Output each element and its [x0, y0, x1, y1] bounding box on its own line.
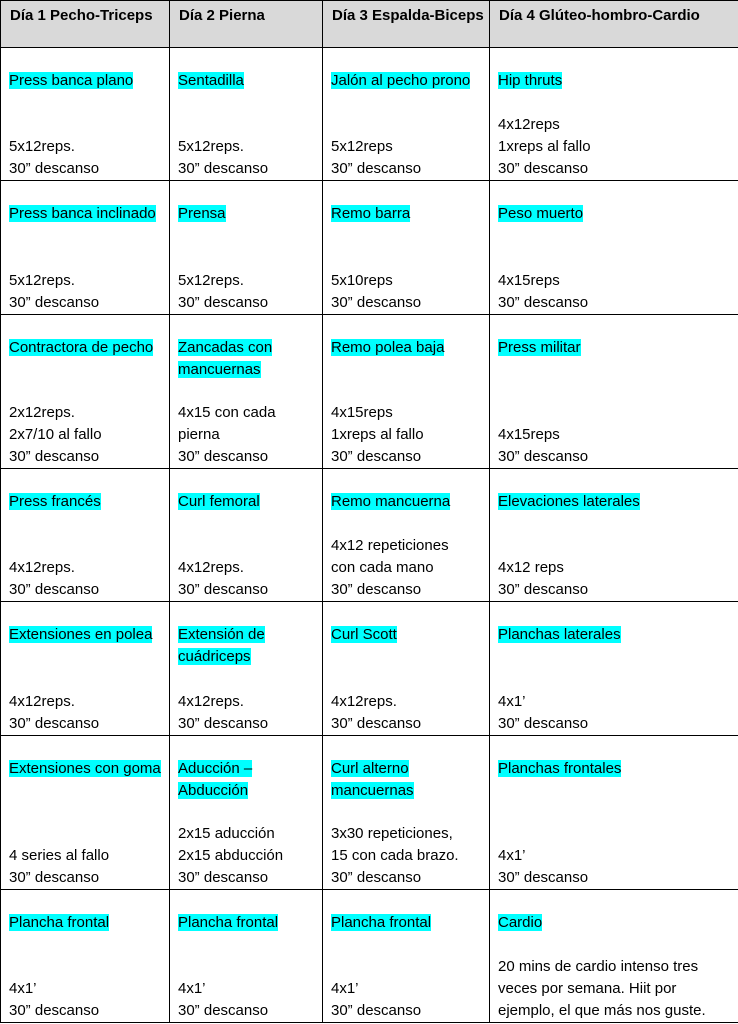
exercise-detail: 2x15 aducción 2x15 abducción 30” descanso — [178, 825, 284, 886]
exercise-cell — [490, 469, 738, 602]
exercise-detail: 4x1’ 30” descanso — [178, 980, 269, 1019]
exercise-content — [1, 181, 169, 314]
table-row — [1, 736, 738, 890]
exercise-name: Hip thruts — [498, 72, 563, 89]
exercise-cell — [1, 181, 170, 315]
exercise-detail: 4x15reps 1xreps al fallo 30” descanso — [331, 404, 424, 465]
exercise-name: Zancadas con mancuernas — [178, 339, 273, 378]
exercise-content — [1, 469, 169, 601]
exercise-content — [1, 890, 169, 1022]
exercise-cell — [1, 315, 170, 469]
exercise-detail: 3x30 repeticiones, 15 con cada brazo. 30” descanso — [331, 825, 459, 886]
exercise-detail: 4x15reps 30” descanso — [498, 426, 589, 465]
exercise-cell — [1, 736, 170, 890]
exercise-cell — [490, 48, 738, 181]
exercise-detail: 4 series al fallo 30” descanso — [9, 847, 110, 886]
exercise-cell — [1, 602, 170, 736]
exercise-detail: 4x1’ 30” descanso — [498, 847, 589, 886]
exercise-detail: 4x12 reps 30” descanso — [498, 559, 589, 598]
header-day-1: Día 1 Pecho-Triceps — [1, 1, 170, 48]
exercise-name: Remo polea baja — [331, 339, 445, 356]
exercise-name: Planchas laterales — [498, 626, 621, 643]
exercise-content — [170, 469, 322, 601]
exercise-detail: 4x12 repeticiones con cada mano 30” descanso — [331, 537, 449, 598]
header-day-2: Día 2 Pierna — [170, 1, 323, 48]
exercise-content — [323, 315, 489, 468]
table-row — [1, 315, 738, 469]
exercise-content — [323, 469, 489, 601]
exercise-cell — [490, 181, 738, 315]
exercise-detail: 2x12reps. 2x7/10 al fallo 30” descanso — [9, 404, 102, 465]
exercise-cell — [170, 736, 323, 890]
exercise-content — [490, 48, 738, 180]
exercise-name: Plancha frontal — [9, 914, 110, 931]
exercise-content — [323, 736, 489, 889]
exercise-detail: 5x12reps. 30” descanso — [9, 272, 100, 311]
table-row — [1, 890, 738, 1023]
header-row — [1, 1, 738, 48]
exercise-cell — [170, 181, 323, 315]
table-row — [1, 181, 738, 315]
exercise-cell — [490, 602, 738, 736]
exercise-content — [323, 48, 489, 180]
exercise-detail: 5x12reps. 30” descanso — [9, 138, 100, 177]
exercise-cell — [490, 315, 738, 469]
exercise-cell — [1, 469, 170, 602]
exercise-detail: 5x12reps. 30” descanso — [178, 272, 269, 311]
exercise-name: Curl Scott — [331, 626, 397, 643]
table-row — [1, 602, 738, 736]
exercise-name: Press militar — [498, 339, 581, 356]
table-row — [1, 48, 738, 181]
exercise-content — [170, 48, 322, 180]
exercise-detail: 5x12reps. 30” descanso — [178, 138, 269, 177]
exercise-content — [490, 890, 738, 1022]
exercise-cell — [1, 48, 170, 181]
exercise-cell — [170, 602, 323, 736]
exercise-detail: 4x12reps. 30” descanso — [9, 693, 100, 732]
exercise-detail: 4x12reps. 30” descanso — [9, 559, 100, 598]
exercise-detail: 20 mins de cardio intenso tres veces por semana. Hiit por ejemplo, el que más nos guste. — [498, 958, 706, 1019]
exercise-name: Prensa — [178, 205, 226, 222]
exercise-cell — [170, 469, 323, 602]
exercise-name: Remo mancuerna — [331, 493, 451, 510]
exercise-name: Elevaciones laterales — [498, 493, 640, 510]
exercise-content — [490, 181, 738, 314]
exercise-cell — [1, 890, 170, 1023]
exercise-cell — [323, 48, 490, 181]
table-row — [1, 469, 738, 602]
exercise-detail: 4x15reps 30” descanso — [498, 272, 589, 311]
exercise-name: Extensiones en polea — [9, 626, 153, 643]
exercise-detail: 4x12reps. 30” descanso — [331, 693, 422, 732]
exercise-name: Aducción – Abducción — [178, 760, 253, 799]
exercise-content — [323, 602, 489, 735]
exercise-content — [170, 890, 322, 1022]
exercise-content — [490, 315, 738, 468]
exercise-name: Remo barra — [331, 205, 411, 222]
exercise-name: Press francés — [9, 493, 101, 510]
exercise-name: Sentadilla — [178, 72, 244, 89]
exercise-cell — [490, 890, 738, 1023]
exercise-content — [1, 602, 169, 735]
exercise-cell — [490, 736, 738, 890]
exercise-detail: 4x1’ 30” descanso — [331, 980, 422, 1019]
exercise-content — [170, 736, 322, 889]
exercise-cell — [323, 181, 490, 315]
exercise-name: Curl alterno mancuernas — [331, 760, 414, 799]
exercise-detail: 4x12reps 1xreps al fallo 30” descanso — [498, 116, 591, 177]
exercise-detail: 4x1’ 30” descanso — [9, 980, 100, 1019]
exercise-detail: 4x12reps. 30” descanso — [178, 693, 269, 732]
exercise-content — [323, 181, 489, 314]
exercise-content — [1, 736, 169, 889]
exercise-cell — [323, 602, 490, 736]
exercise-content — [323, 890, 489, 1022]
exercise-content — [490, 469, 738, 601]
exercise-name: Plancha frontal — [178, 914, 279, 931]
exercise-cell — [170, 48, 323, 181]
exercise-detail: 4x12reps. 30” descanso — [178, 559, 269, 598]
header-day-3: Día 3 Espalda-Biceps — [323, 1, 490, 48]
exercise-name: Contractora de pecho — [9, 339, 154, 356]
exercise-cell — [323, 736, 490, 890]
exercise-content — [1, 315, 169, 468]
exercise-detail: 5x12reps 30” descanso — [331, 138, 422, 177]
exercise-name: Press banca inclinado — [9, 205, 156, 222]
exercise-content — [170, 602, 322, 735]
exercise-content — [490, 602, 738, 735]
routine-body — [1, 48, 738, 1023]
exercise-content — [170, 181, 322, 314]
exercise-cell — [323, 890, 490, 1023]
exercise-content — [1, 48, 169, 180]
exercise-cell — [170, 890, 323, 1023]
exercise-name: Cardio — [498, 914, 543, 931]
exercise-content — [490, 736, 738, 889]
header-day-4: Día 4 Glúteo-hombro-Cardio — [490, 1, 738, 48]
exercise-cell — [323, 315, 490, 469]
exercise-cell — [323, 469, 490, 602]
exercise-name: Curl femoral — [178, 493, 260, 510]
exercise-detail: 5x10reps 30” descanso — [331, 272, 422, 311]
exercise-detail: 4x15 con cada pierna 30” descanso — [178, 404, 276, 465]
exercise-name: Press banca plano — [9, 72, 134, 89]
exercise-content — [170, 315, 322, 468]
exercise-name: Planchas frontales — [498, 760, 622, 777]
exercise-name: Peso muerto — [498, 205, 584, 222]
exercise-name: Plancha frontal — [331, 914, 432, 931]
exercise-detail: 4x1’ 30” descanso — [498, 693, 589, 732]
exercise-cell — [170, 315, 323, 469]
exercise-name: Jalón al pecho prono — [331, 72, 471, 89]
exercise-name: Extensiones con goma — [9, 760, 161, 777]
exercise-name: Extensión de cuádriceps — [178, 626, 265, 665]
